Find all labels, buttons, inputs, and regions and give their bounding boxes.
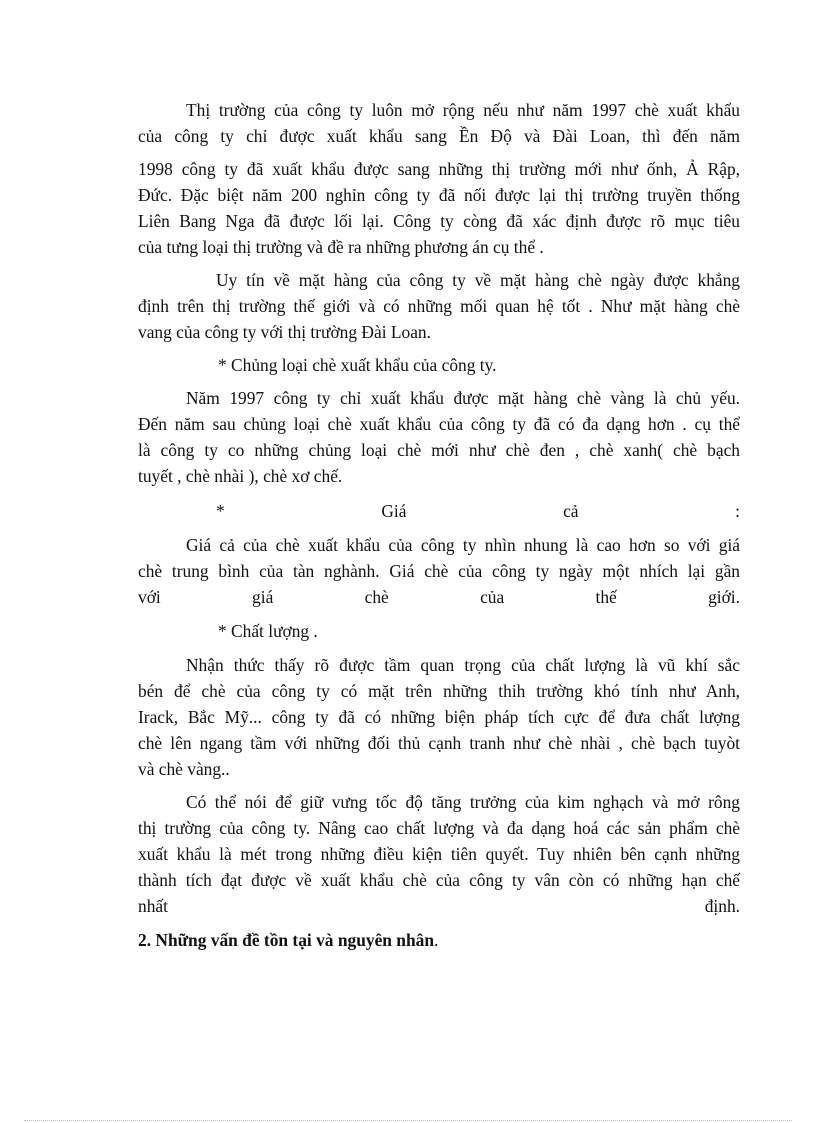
paragraph-line: Liên Bang Nga đã được lối lại. Công ty còng đã xác định được rõ mục tiêu bbox=[138, 211, 740, 231]
heading-word: Giá bbox=[381, 501, 407, 521]
paragraph-line: xuất khẩu là mét trong những điều kiện tiên quyết. Tuy nhiên bên cạnh những bbox=[138, 844, 740, 864]
paragraph-line: Đến năm sau chủng loại chè xuất khẩu của công ty đã có đa dạng hơn . cụ thể bbox=[138, 414, 740, 434]
paragraph-line: vang của công ty với thị trường Đài Loan. bbox=[138, 322, 431, 342]
subheading-price bbox=[216, 499, 740, 523]
paragraph-line: Năm 1997 công ty chỉ xuất khẩu được mặt hàng chè vàng là chủ yếu. bbox=[186, 388, 740, 408]
paragraph-line: của tưng loại thị trường và đề ra những phương án cụ thể . bbox=[138, 237, 544, 257]
paragraph-line-spread bbox=[138, 894, 740, 918]
subheading-product-types: * Chủng loại chè xuất khẩu của công ty. bbox=[218, 355, 497, 375]
paragraph-line: và chè vàng.. bbox=[138, 759, 230, 779]
paragraph-line: Giá cả của chè xuất khẩu của công ty nhìn nhung là cao hơn so với giá bbox=[186, 535, 740, 555]
heading-word: * bbox=[216, 501, 225, 521]
paragraph-word: của bbox=[480, 587, 505, 607]
paragraph-line: định trên thị trường thế giới và có những mối quan hệ tốt . Như mặt hàng chè bbox=[138, 296, 740, 316]
page-bottom-rule bbox=[24, 1120, 792, 1121]
paragraph-line: tuyết , chè nhài ), chè xơ chế. bbox=[138, 466, 343, 486]
paragraph-line: Nhận thức thấy rõ được tầm quan trọng của chất lượng là vũ khí sắc bbox=[186, 655, 740, 675]
paragraph-word: với bbox=[138, 587, 161, 607]
paragraph-line: là công ty co những chủng loại chè mới như chè đen , chè xanh( chè bạch bbox=[138, 440, 740, 460]
section-heading-text: 2. Những vấn đề tồn tại và nguyên nhân bbox=[138, 930, 435, 950]
section-heading bbox=[138, 928, 638, 952]
paragraph-line: thị trường của công ty. Nâng cao chất lượng và đa dạng hoá các sản phẩm chè bbox=[138, 818, 740, 838]
paragraph-word: chè bbox=[364, 587, 389, 607]
paragraph-line: chè lên ngang tầm với những đối thủ cạnh tranh như chè nhài , chè bạch tuyòt bbox=[138, 733, 740, 753]
heading-word: : bbox=[735, 501, 740, 521]
paragraph-line: bén để chè của công ty có mặt trên những thih trường khó tính như Anh, bbox=[138, 681, 740, 701]
paragraph-word: nhất bbox=[138, 896, 168, 916]
paragraph-line: 1998 công ty đã xuất khẩu được sang những thị trường mới như ốnh, Ả Rập, bbox=[138, 159, 740, 179]
subheading-quality: * Chất lượng . bbox=[218, 621, 318, 641]
section-heading-period: . bbox=[434, 930, 439, 950]
paragraph-word: định. bbox=[704, 896, 740, 916]
paragraph-line: của công ty chỉ được xuất khẩu sang Ền Độ và Đài Loan, thì đến năm bbox=[138, 126, 740, 146]
paragraph-line: Có thể nói để giữ vưng tốc độ tăng trưởng của kim nghạch và mở rông bbox=[186, 792, 740, 812]
paragraph-line: Thị trường của công ty luôn mở rộng nếu như năm 1997 chè xuất khẩu bbox=[186, 100, 740, 120]
paragraph-word: thế bbox=[595, 587, 617, 607]
paragraph-line: Uy tín về mặt hàng của công ty về mặt hàng chè ngày được khẳng bbox=[216, 270, 740, 290]
paragraph-word: giá bbox=[252, 587, 274, 607]
paragraph-word: giới. bbox=[708, 587, 740, 607]
paragraph-line: chè trung bình của tàn nghành. Giá chè của công ty ngày một nhích lại gần bbox=[138, 561, 740, 581]
paragraph-line: thành tích đạt được về xuất khẩu chè của công ty vân còn có những hạn chế bbox=[138, 870, 740, 890]
paragraph-line: Irack, Bắc Mỹ... công ty đã có những biện pháp tích cực để đưa chất lượng bbox=[138, 707, 740, 727]
paragraph-line-spread bbox=[138, 585, 740, 609]
paragraph-line: Đức. Đặc biệt năm 200 nghỉn công ty đã nối được lại thị trường truyền thống bbox=[138, 185, 740, 205]
heading-word: cả bbox=[563, 501, 579, 521]
